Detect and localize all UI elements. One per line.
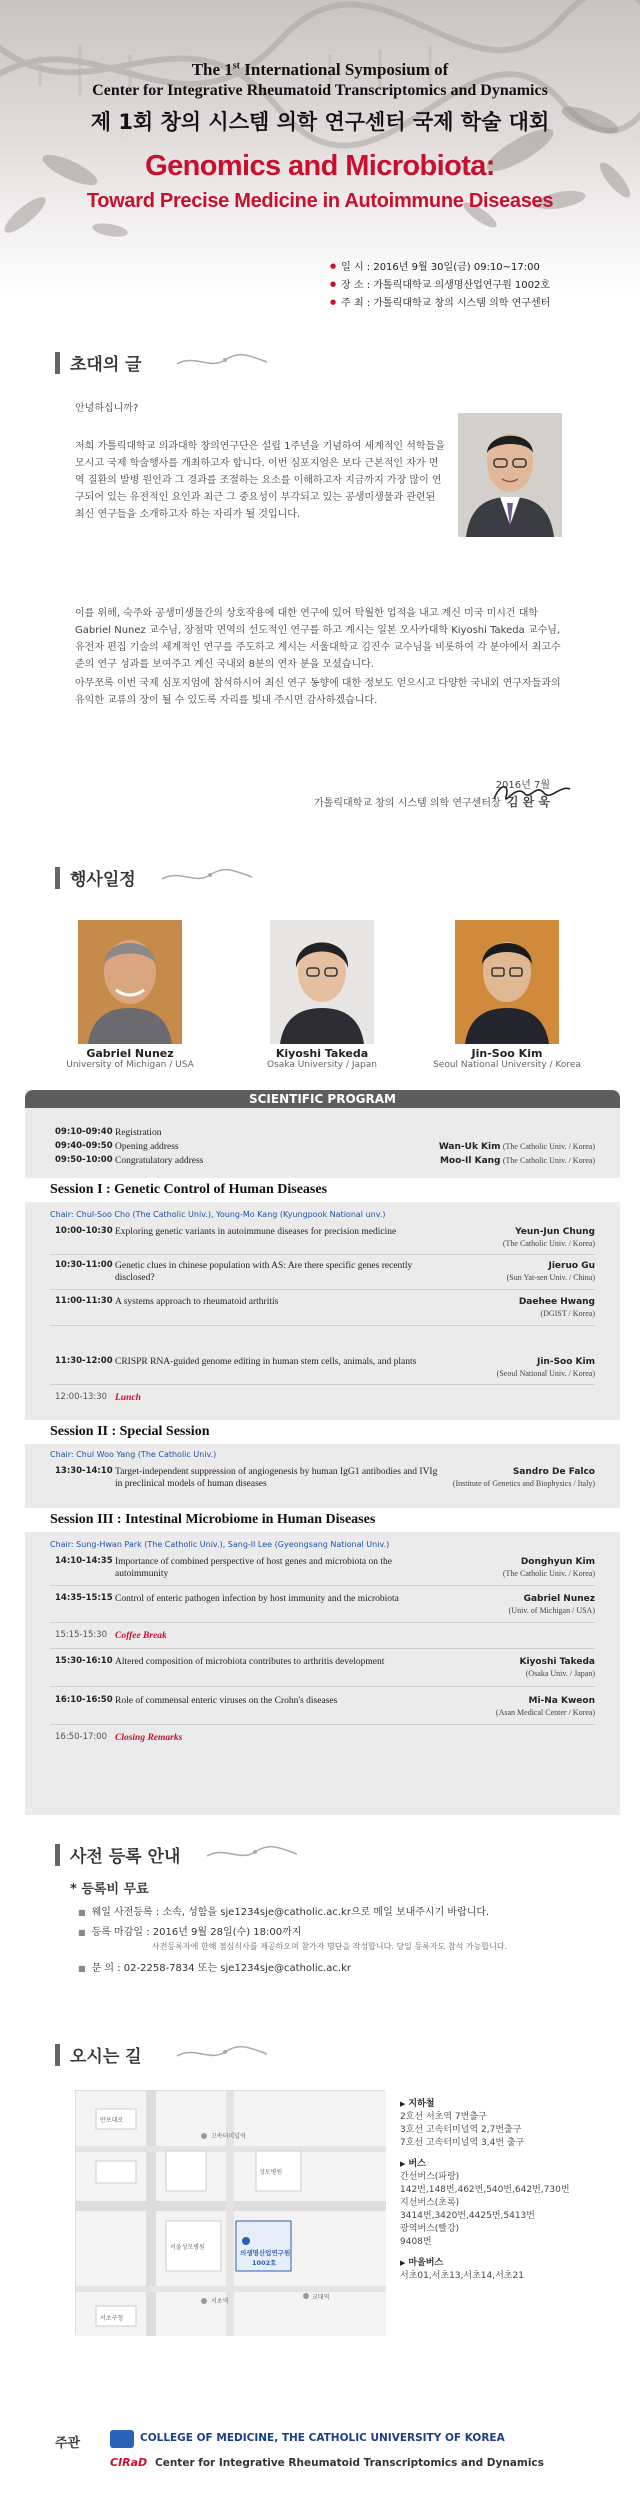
- speaker-affil: (Institute of Genetics and Biophysics / Italy): [452, 1479, 595, 1488]
- directions-title: 오시는 길: [70, 2047, 142, 2067]
- bus-line: 142번,148번,462번,540번,642번,730번: [400, 2185, 570, 2195]
- registration-title: 사전 등록 안내: [70, 1847, 181, 1867]
- main-title: Genomics and Microbiota:: [145, 150, 495, 182]
- map-label: 교대역: [312, 2294, 330, 2301]
- scientific-program: [25, 1090, 620, 1815]
- row-speaker: [503, 1556, 595, 1580]
- row-speaker: [496, 1695, 595, 1719]
- handwritten-signature: [490, 775, 575, 811]
- row-desc: Role of commensal enteric viruses on the Crohn's diseases: [115, 1696, 338, 1706]
- director-portrait: [458, 413, 562, 537]
- row-speaker: [503, 1226, 595, 1250]
- row-desc: Exploring genetic variants in autoimmune diseases for precision medicine: [115, 1227, 397, 1237]
- row-time: 09:40-09:50: [55, 1141, 113, 1151]
- registration-list: [78, 1905, 507, 1977]
- row-speaker: [440, 1155, 595, 1167]
- event-venue: ● 장 소 : 가톨릭대학교 의생명산업연구원 1002호: [330, 276, 550, 294]
- row-speaker: [497, 1356, 595, 1380]
- registration-fee: * 등록비 무료: [70, 1882, 149, 1897]
- speaker-affil: (Osaka Univ. / Japan): [525, 1669, 595, 1678]
- map-illustration: [76, 2091, 386, 2336]
- speaker-name: Gabriel Nunez: [523, 1594, 595, 1604]
- speaker-affil: (The Catholic Univ. / Korea): [502, 1156, 595, 1165]
- registration-note: 사전등록자에 한해 점심식사를 제공하오며 참가자 명단을 작성합니다. 당일 등록자도 참석 가능합니다.: [152, 1942, 508, 1951]
- speaker-affil: (DGIST / Korea): [540, 1309, 595, 1318]
- speaker-affiliation: Osaka University / Japan: [267, 1060, 377, 1070]
- speaker-affil: (Seoul National Univ. / Korea): [496, 1369, 595, 1378]
- registration-item-email: ■ 웨일 사전등록 : 소속, 성함을 sje1234sje@catholic.ac.kr으로 메일 보내주시기 바랍니다.: [78, 1905, 507, 1921]
- directions-section-header: [55, 2042, 142, 2067]
- map-label: 서울성모병원: [170, 2244, 205, 2251]
- speaker-affil: (Asan Medical Center / Korea): [495, 1708, 595, 1717]
- speaker-affiliation: Seoul National University / Korea: [433, 1060, 581, 1070]
- registration-item-contact: ■ 문 의 : 02-2258-7834 또는 sje1234sje@catholic.ac.kr: [78, 1961, 507, 1977]
- map-label: 반포대로: [100, 2117, 124, 2124]
- speaker-card: [55, 920, 205, 1070]
- row-desc: Target-independent suppression of angiogenesis by human IgG1 antibodies and IVIg in preclinical models of human diseases: [115, 1467, 438, 1489]
- location-map: [75, 2090, 385, 2335]
- subtitle: Toward Precise Medicine in Autoimmune Diseases: [86, 190, 554, 212]
- closing-label: Closing Remarks: [115, 1733, 183, 1743]
- portrait-illustration: [458, 413, 562, 537]
- map-label: 서초역: [211, 2298, 229, 2305]
- subway-line: 2호선 서초역 7번출구: [400, 2112, 487, 2122]
- speaker-photo-illustration: [78, 920, 182, 1044]
- row-time: 16:50-17:00: [55, 1732, 108, 1742]
- organizer-center: Center for Integrative Rheumatoid Transcriptomics and Dynamics: [155, 2457, 544, 2469]
- bus-line: 9408번: [400, 2237, 432, 2247]
- map-label-venue: 의생명산업연구원: [240, 2249, 291, 2257]
- speaker-name: Kiyoshi Takeda: [519, 1657, 595, 1667]
- row-desc: CRISPR RNA-guided genome editing in human stem cells, animals, and plants: [115, 1357, 417, 1367]
- registration-item-deadline: ■ 등록 마감일 : 2016년 9월 28일(수) 18:00까지: [78, 1925, 507, 1941]
- speaker-affil: (Sun Yat-sen Univ. / China): [506, 1273, 595, 1282]
- event-date: ● 일 시 : 2016년 9월 30일(금) 09:10~17:00: [330, 258, 550, 276]
- greeting-paragraph-1: 저희 가톨릭대학교 의과대학 창의연구단은 설립 1주년을 기념하여 세계적인 석학들을 모시고 국제 학술행사를 개최하고자 합니다. 이번 심포지엄은 보다 근본적인 자가 면역 질환의 발병 원인과 그 경과를 조절하는 요소를 이해하고자 지금까지 가장 많이 연구되어 있는 유전적인 요인과 최근 그 중요성이 부각되고 있는 공생미생물과 관련된 최신 연구들을 소개하고자 하는 자리가 될 것입니다.: [75, 441, 445, 520]
- session-2-title: Session II : Special Session: [25, 1420, 620, 1444]
- cuk-logo-icon: [110, 2430, 134, 2448]
- row-time: 09:10-09:40: [55, 1127, 113, 1137]
- bus-line: 3414번,3420번,4425번,5413번: [400, 2211, 535, 2221]
- program-header: SCIENTIFIC PROGRAM: [25, 1090, 620, 1108]
- divider: [50, 1289, 595, 1290]
- section-bar: [55, 1844, 60, 1866]
- center-name: Center for Integrative Rheumatoid Transcriptomics and Dynamics: [92, 82, 548, 99]
- speaker-name: Jin-Soo Kim: [471, 1047, 543, 1060]
- map-label: 서초구청: [100, 2315, 124, 2322]
- hero-banner: [0, 0, 640, 309]
- row-desc: Opening address: [115, 1142, 179, 1152]
- row-time: 10:00-10:30: [55, 1226, 113, 1236]
- row-desc: Registration: [115, 1128, 162, 1138]
- speaker-photo: [270, 920, 374, 1044]
- korean-title: 제 1회 창의 시스템 의학 연구센터 국제 학술 대회: [90, 110, 550, 134]
- row-speaker: [509, 1593, 595, 1617]
- row-time: 16:10-16:50: [55, 1695, 113, 1705]
- speaker-affil: (Univ. of Michigan / USA): [508, 1606, 595, 1615]
- village-bus-heading: ▶ 마을버스: [400, 2257, 570, 2270]
- speaker-name: Yeun-Jun Chung: [515, 1227, 595, 1237]
- swirl-ornament-icon: [160, 867, 255, 887]
- signer-title: 가톨릭대학교 창의 시스템 의학 연구센터장: [314, 798, 501, 809]
- row-time: 11:00-11:30: [55, 1296, 113, 1306]
- registration-section-header: [55, 1842, 180, 1867]
- speaker-photo-illustration: [270, 920, 374, 1044]
- session-2-chair: Chair: Chul Woo Yang (The Catholic Univ.): [50, 1450, 217, 1459]
- speaker-affil: (The Catholic Univ. / Korea): [502, 1239, 595, 1248]
- section-bar: [55, 352, 60, 374]
- divider: [50, 1325, 595, 1326]
- row-time: 11:30-12:00: [55, 1356, 113, 1366]
- row-time: 10:30-11:00: [55, 1260, 113, 1270]
- row-time: 12:00-13:30: [55, 1392, 108, 1402]
- divider: [50, 1622, 595, 1623]
- village-bus-line: 서초01,서초13,서초14,서초21: [400, 2271, 524, 2281]
- bus-heading: ▶ 버스: [400, 2158, 570, 2171]
- swirl-ornament-icon: [205, 1844, 300, 1864]
- event-info: [330, 258, 550, 312]
- row-desc: Genetic clues in chinese population with AS: Are there specific genes recently disclosed?: [115, 1261, 413, 1283]
- speaker-photo: [78, 920, 182, 1044]
- divider: [50, 1254, 595, 1255]
- speaker-name: Gabriel Nunez: [86, 1047, 174, 1060]
- row-desc: Control of enteric pathogen infection by host immunity and the microbiota: [115, 1594, 399, 1604]
- speaker-name: Kiyoshi Takeda: [275, 1047, 369, 1060]
- divider: [50, 1648, 595, 1649]
- speaker-card: [247, 920, 397, 1070]
- row-desc: A systems approach to rheumatoid arthritis: [115, 1297, 279, 1307]
- bus-line: 간선버스(파랑): [400, 2172, 460, 2182]
- session-3-title: Session III : Intestinal Microbiome in Human Diseases: [25, 1508, 620, 1532]
- schedule-title: 행사일정: [70, 870, 136, 890]
- subway-line: 7호선 고속터미널역 3,4번 출구: [400, 2138, 525, 2148]
- organizer-college: COLLEGE OF MEDICINE, THE CATHOLIC UNIVERSITY OF KOREA: [140, 2432, 505, 2444]
- speaker-name: Moo-Il Kang: [439, 1156, 501, 1166]
- section-bar: [55, 867, 60, 889]
- speaker-affil: (The Catholic Univ. / Korea): [502, 1142, 595, 1151]
- swirl-ornament-icon: [175, 2044, 270, 2064]
- greeting-paragraph-3: 아무쪼록 이번 국제 심포지엄에 참석하시어 최신 연구 동향에 대한 정보도 얻으시고 다양한 국내외 연구자들과의 유익한 교류의 장이 될 수 있도록 자리를 빛내 주시면 감사하겠습니다.: [75, 678, 561, 706]
- row-speaker: [519, 1656, 595, 1680]
- event-host: ● 주 최 : 가톨릭대학교 창의 시스템 의학 연구센터: [330, 294, 550, 312]
- bus-line: 지선버스(초록): [400, 2198, 460, 2208]
- break-label: Coffee Break: [115, 1631, 167, 1641]
- row-time: 15:30-16:10: [55, 1656, 113, 1666]
- subway-heading: ▶ 지하철: [400, 2098, 570, 2111]
- speaker-photo: [455, 920, 559, 1044]
- swirl-ornament-icon: [175, 352, 270, 372]
- divider: [50, 1686, 595, 1687]
- featured-speakers: [0, 920, 640, 1080]
- row-time: 13:30-14:10: [55, 1466, 113, 1476]
- transit-directions: [400, 2098, 570, 2283]
- subway-line: 3호선 고속터미널역 2,7번출구: [400, 2125, 522, 2135]
- speaker-name: Wan-Uk Kim: [438, 1142, 501, 1152]
- map-label: 성모병원: [259, 2169, 283, 2176]
- speaker-name: Mi-Na Kweon: [528, 1696, 595, 1706]
- map-label-room: 1002호: [252, 2259, 277, 2267]
- greeting-paragraph-2: 이를 위해, 숙주와 공생미생물간의 상호작용에 대한 연구에 있어 탁월한 업적을 내고 계신 미국 미시건 대학 Gabriel Nunez 교수님, 장점막 면역의 선도적인 연구를 하고 계시는 일본 오사카대학 Kiyoshi Takeda 교수님, 유전자 편집 기술의 세계적인 연구를 주도하고 계시는 서울대학교 김진수 교수님을 비롯하여 각 분야에서 최고수준의 연구 성과를 보여주고 계신 국내외 8분의 연자 분을 모셨습니다.: [75, 608, 561, 670]
- map-label: 고속터미널역: [211, 2133, 246, 2140]
- bus-line: 광역버스(빨강): [400, 2224, 460, 2234]
- speaker-photo-illustration: [455, 920, 559, 1044]
- speaker-card: [432, 920, 582, 1070]
- greeting-hello: 안녕하십니까?: [75, 403, 139, 414]
- row-time: 14:35-15:15: [55, 1593, 113, 1603]
- organizer-label: 주관: [55, 2436, 81, 2451]
- row-desc: Congratulatory address: [115, 1156, 204, 1166]
- symposium-ordinal: The 1st International Symposium of: [191, 60, 449, 79]
- row-speaker: [453, 1466, 595, 1490]
- letter-date: 2016년 7월: [495, 780, 550, 791]
- speaker-name: Jin-Soo Kim: [537, 1357, 595, 1367]
- greeting-title: 초대의 글: [70, 355, 142, 375]
- row-time: 14:10-14:35: [55, 1556, 113, 1566]
- session-1-title: Session I : Genetic Control of Human Diseases: [25, 1178, 620, 1202]
- divider: [50, 1384, 595, 1385]
- speaker-name: Jieruo Gu: [548, 1261, 595, 1271]
- schedule-section-header: [55, 865, 136, 890]
- row-desc: Importance of combined perspective of host genes and microbiota on the autoimmunity: [115, 1557, 392, 1579]
- row-desc: Altered composition of microbiota contributes to arthritis development: [115, 1657, 385, 1667]
- session-3-chair: Chair: Sung-Hwan Park (The Catholic Univ.), Sang-Il Lee (Gyeongsang National Univ.): [50, 1540, 390, 1549]
- row-speaker: [519, 1296, 595, 1320]
- speaker-name: Daehee Hwang: [518, 1297, 595, 1307]
- greeting-section-header: [55, 350, 142, 375]
- row-time: 15:15-15:30: [55, 1630, 108, 1640]
- divider: [50, 1585, 595, 1586]
- section-bar: [55, 2044, 60, 2066]
- row-speaker: [507, 1260, 595, 1284]
- lunch-label: Lunch: [115, 1393, 141, 1403]
- cirad-logo: CIRaD: [110, 2456, 148, 2469]
- row-time: 09:50-10:00: [55, 1155, 113, 1165]
- divider: [50, 1724, 595, 1725]
- row-speaker: [439, 1141, 595, 1153]
- speaker-name: Donghyun Kim: [520, 1557, 595, 1567]
- speaker-affiliation: University of Michigan / USA: [66, 1060, 194, 1070]
- speaker-name: Sandro De Falco: [512, 1467, 595, 1477]
- session-1-chair: Chair: Chul-Soo Cho (The Catholic Univ.), Young-Mo Kang (Kyungpook National unv.): [50, 1210, 386, 1219]
- speaker-affil: (The Catholic Univ. / Korea): [502, 1569, 595, 1578]
- signer-name: 김 완 욱: [506, 795, 550, 809]
